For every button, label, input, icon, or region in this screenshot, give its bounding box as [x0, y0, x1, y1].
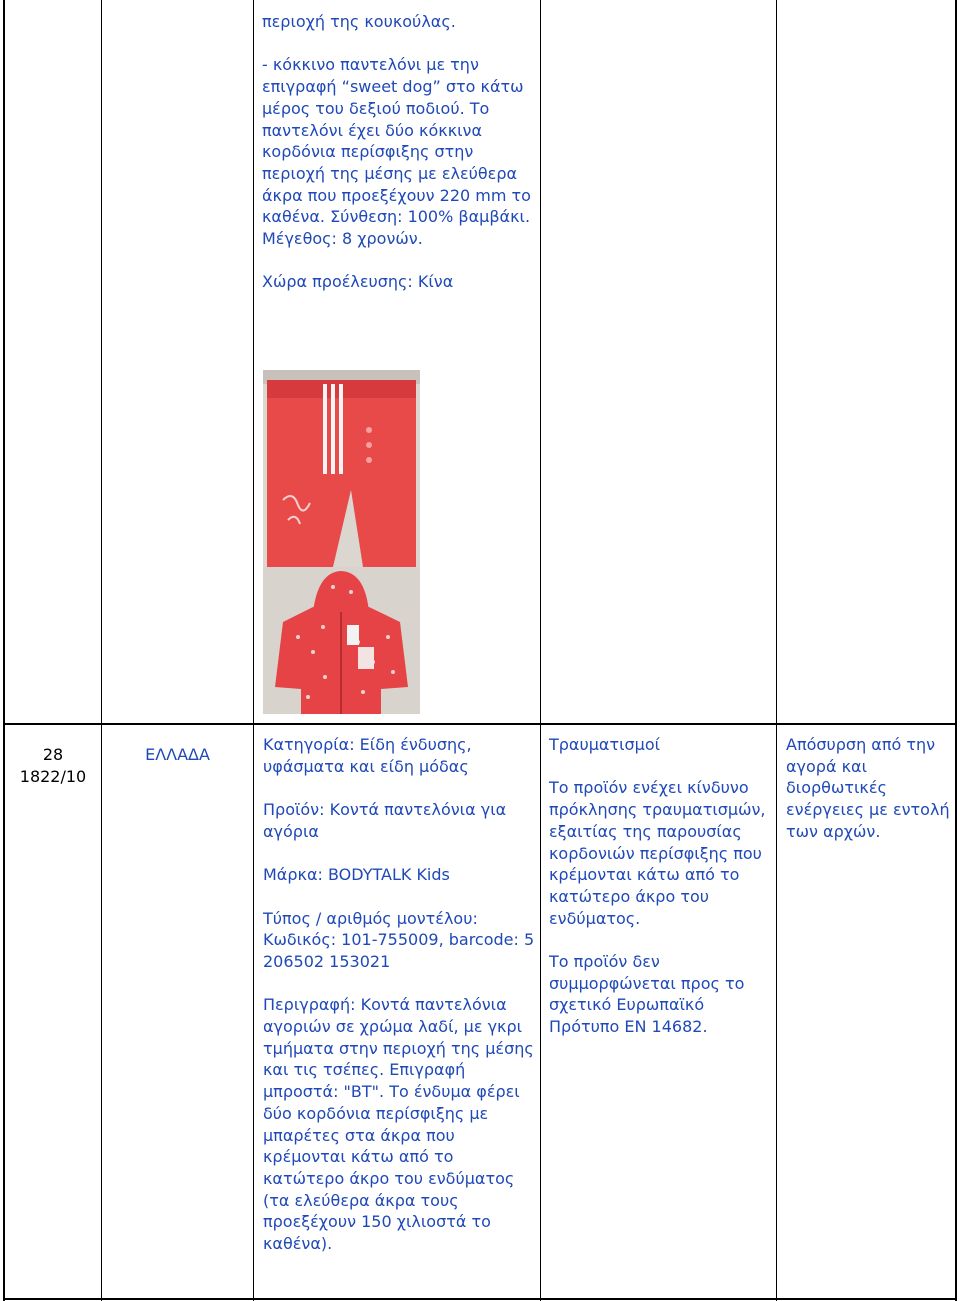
standard-text: Το προϊόν δεν συμμορφώνεται προς το σχετικό Ευρωπαϊκό Πρότυπο EN 14682. [549, 952, 745, 1037]
risk-cell [549, 734, 771, 1038]
column-divider [253, 0, 254, 1301]
record-number: 28 [42, 745, 64, 764]
description-text: - κόκκινο παντελόνι με την επιγραφή “sweet dog” στο κάτω μέρος του δεξιού ποδιού. Το παντελόνι έχει δύο κόκκινα κορδόνια περίσφιξης στην περιοχή της μέσης με ελεύθερα άκρα που προεξέχουν 220 mm το καθένα. Σύνθεση: 100% βαμβάκι. Μέγεθος: 8 χρονών. [262, 55, 531, 249]
product-description: Περιγραφή: Κοντά παντελόνια αγοριών σε χρώμα λαδί, με γκρι τμήματα στην περιοχή της μέσης και τις τσέπες. Επιγραφή μπροστά: "BT". Το ένδυμα φέρει δύο κορδόνια περίσφιξης με μπαρέτες στα άκρα που κρέμονται κάτω από το κατώτερο άκρο του ενδύματος (τα ελεύθερα άκρα τους προεξέχουν 150 χιλιοστά το καθένα). [263, 995, 534, 1254]
product-photo-pants [263, 370, 420, 567]
product-model: Τύπος / αριθμός μοντέλου: Κωδικός: 101-755009, barcode: 5 206502 153021 [263, 908, 535, 971]
table-border-bottom [3, 1298, 957, 1300]
row-divider [3, 723, 957, 725]
product-category: Κατηγορία: Είδη ένδυσης, υφάσματα και είδη μόδας [263, 735, 472, 776]
risk-text: Το προϊόν ενέχει κίνδυνο πρόκλησης τραυματισμών, εξαιτίας της παρουσίας κορδονιών περίσφιξης που κρέμονται κάτω από το κατώτερο άκρο του ενδύματος. [549, 778, 766, 928]
measures-cell [786, 734, 950, 843]
risk-type: Τραυματισμοί [549, 735, 661, 754]
table-border-right [955, 0, 957, 1301]
product-photo-hoodie [263, 567, 420, 714]
product-brand: Μάρκα: BODYTALK Kids [263, 865, 450, 885]
prev-description-cell [262, 11, 534, 293]
product-description-cell [263, 734, 535, 1255]
origin-country: Χώρα προέλευσης: Κίνα [262, 272, 454, 292]
reference-number: 1822/10 [19, 766, 87, 786]
column-divider [776, 0, 777, 1301]
product-name: Προϊόν: Κοντά παντελόνια για αγόρια [263, 800, 507, 841]
measures-text: Απόσυρση από την αγορά και διορθωτικές ενέργειες με εντολή των αρχών. [786, 735, 950, 841]
record-number-cell [5, 744, 101, 787]
table-border-left [3, 0, 5, 1301]
column-divider [101, 0, 102, 1301]
description-text: περιοχή της κουκούλας. [262, 12, 456, 31]
country-cell [102, 744, 253, 766]
column-divider [540, 0, 541, 1301]
notifying-country: ΕΛΛΑΔΑ [145, 745, 210, 764]
